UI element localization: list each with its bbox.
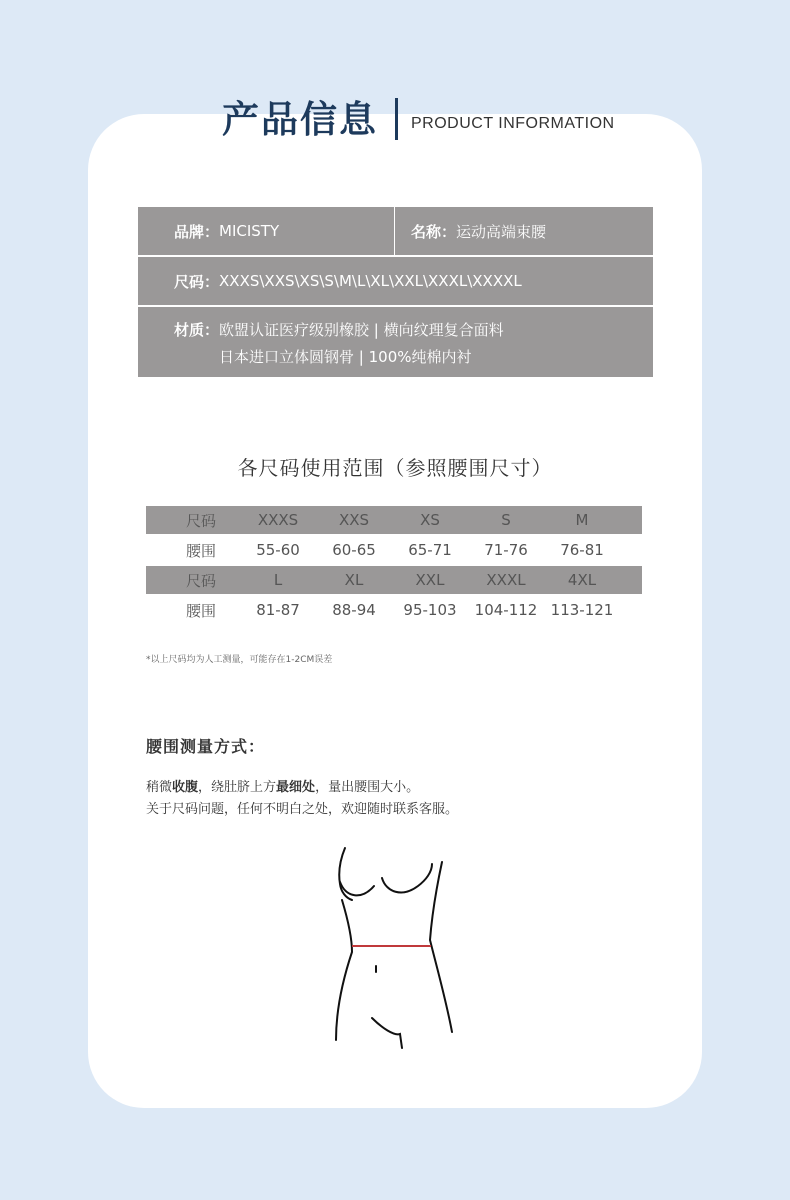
- material-line-1: 欧盟认证医疗级别橡胶 | 横向纹理复合面料: [219, 321, 504, 339]
- row-label: 尺码: [185, 571, 216, 590]
- waist-row: [146, 534, 642, 566]
- page-header: [222, 88, 615, 144]
- size-cell: XXXS: [257, 511, 299, 529]
- size-value: XXXS\XXS\XS\S\M\L\XL\XXL\XXXL\XXXXL: [219, 272, 522, 290]
- brand-value: MICISTY: [219, 222, 280, 240]
- material-label: 材质：: [174, 321, 220, 339]
- size-cell: XL: [344, 571, 364, 589]
- waist-cell: 55-60: [256, 541, 300, 559]
- waist-cell: 88-94: [332, 601, 376, 619]
- row-label: 腰围: [185, 601, 216, 620]
- text-fragment: ，量出腰围大小。: [315, 780, 420, 795]
- header-divider: [395, 98, 398, 140]
- product-info-table: [138, 207, 653, 377]
- size-row: [146, 566, 642, 594]
- name-label: 名称：: [411, 222, 457, 241]
- emphasis-text: 收腹: [172, 780, 199, 795]
- info-row-material: [138, 307, 653, 377]
- right-breast-line: [382, 864, 432, 892]
- size-cell: XS: [420, 511, 440, 529]
- measure-title: 腰围测量方式：: [146, 737, 266, 756]
- name-value: 运动高端束腰: [456, 222, 547, 241]
- size-cell: M: [575, 511, 589, 529]
- brand-label: 品牌：: [174, 222, 220, 241]
- measure-instruction: [146, 776, 419, 795]
- crotch-line: [372, 1018, 402, 1048]
- material-line-2: 日本进口立体圆钢骨 | 100%纯棉内衬: [219, 348, 472, 366]
- text-fragment: 稍微: [146, 780, 173, 795]
- waist-cell: 60-65: [332, 541, 376, 559]
- left-breast-line: [340, 882, 374, 895]
- header-title-en: PRODUCT INFORMATION: [411, 115, 615, 132]
- body-outline-illustration: [328, 842, 460, 1052]
- waist-cell: 76-81: [560, 541, 604, 559]
- size-cell: S: [501, 511, 511, 529]
- size-note: *以上尺码均为人工测量，可能存在1-2CM误差: [146, 655, 333, 665]
- name-cell: [395, 207, 653, 255]
- size-range-title: 各尺码使用范围（参照腰围尺寸）: [237, 456, 553, 480]
- waist-cell: 71-76: [484, 541, 528, 559]
- size-cell: XXXL: [486, 571, 526, 589]
- measure-contact-note: 关于尺码问题，任何不明白之处，欢迎随时联系客服。: [146, 802, 459, 817]
- row-label: 腰围: [185, 541, 216, 560]
- waist-cell: 95-103: [403, 601, 457, 619]
- size-range-table: [146, 506, 642, 626]
- waist-row: [146, 594, 642, 626]
- size-cell: L: [273, 571, 283, 589]
- info-row-size: [138, 257, 653, 305]
- waist-cell: 65-71: [408, 541, 452, 559]
- text-fragment: ，绕肚脐上方: [198, 780, 277, 795]
- emphasis-text: 最细处: [276, 780, 316, 795]
- size-label: 尺码：: [174, 272, 220, 291]
- size-cell: XXL: [415, 571, 445, 589]
- info-row-brand-name: [138, 207, 653, 255]
- waist-cell: 81-87: [256, 601, 300, 619]
- header-title-cn: 产品信息: [222, 98, 378, 141]
- right-side-line: [430, 862, 452, 1032]
- waist-cell: 104-112: [474, 601, 538, 619]
- waist-cell: 113-121: [550, 601, 614, 619]
- left-side-line: [336, 900, 352, 1040]
- size-cell: XXS: [338, 511, 370, 529]
- row-label: 尺码: [185, 511, 216, 530]
- size-cell: 4XL: [567, 571, 597, 589]
- brand-cell: [138, 207, 395, 255]
- size-row: [146, 506, 642, 534]
